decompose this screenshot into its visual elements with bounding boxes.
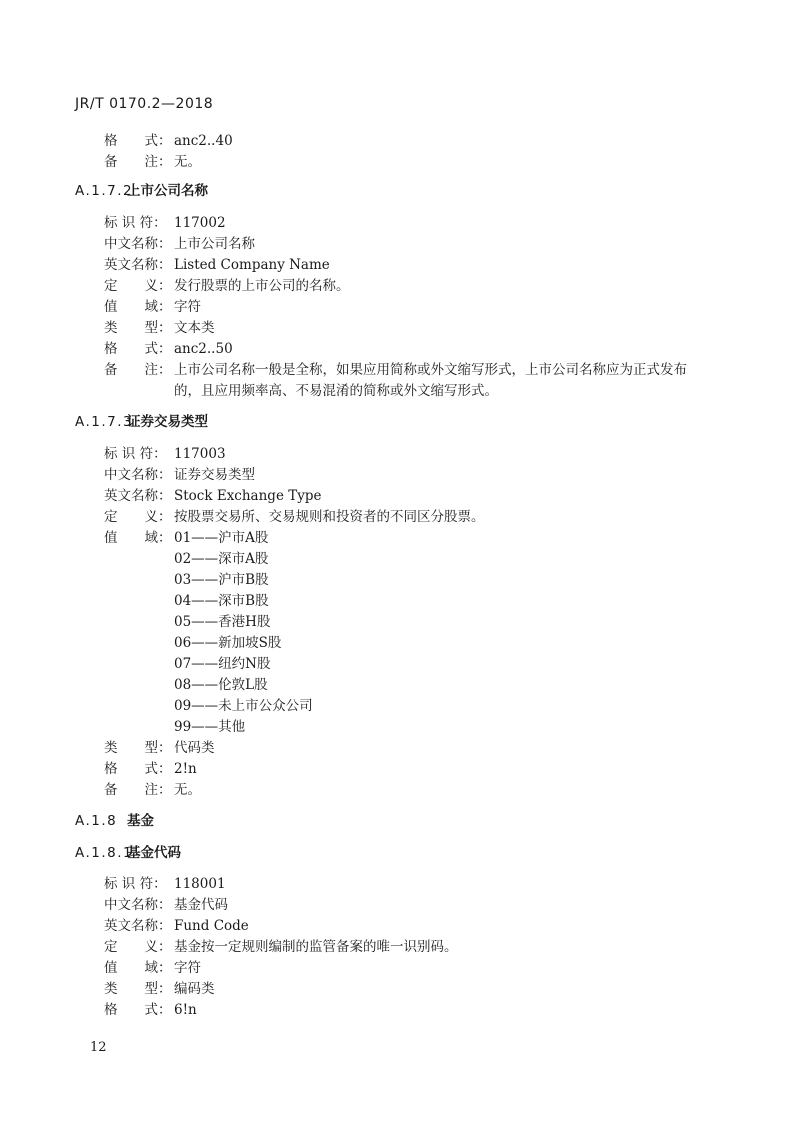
section-title: 证券交易类型: [127, 414, 208, 430]
field-key: 格 式：: [104, 1002, 172, 1018]
section-number: A.1.7.3: [75, 414, 134, 430]
field-value: 上市公司名称: [174, 236, 255, 252]
field-key: 格 式：: [104, 761, 172, 777]
section-title: 基金: [127, 813, 154, 829]
field-value: 117003: [174, 446, 226, 462]
field-value: 字符: [174, 299, 201, 315]
field-key: 类 型：: [104, 740, 172, 756]
field-key: 值 域：: [104, 960, 172, 976]
field-key: 值 域：: [104, 299, 172, 315]
section-heading-a173: [75, 412, 208, 432]
range-item: 06——新加坡S股: [174, 635, 282, 651]
field-key: 标 识 符：: [104, 876, 167, 892]
field-key: 英文名称：: [104, 257, 172, 273]
field-key: 备 注：: [104, 154, 172, 170]
range-item: 08——伦敦L股: [174, 677, 268, 693]
field-value: 发行股票的上市公司的名称。: [174, 278, 350, 294]
field-value: 按股票交易所、交易规则和投资者的不同区分股票。: [174, 509, 485, 525]
section-heading-a18: [75, 811, 154, 831]
field-key: 英文名称：: [104, 918, 172, 934]
field-key: 备 注：: [104, 782, 172, 798]
section-heading-a172: [75, 181, 208, 201]
field-value: 编码类: [174, 981, 215, 997]
field-value: 的，且应用频率高、不易混淆的简称或外文缩写形式。: [174, 383, 498, 399]
field-key: 定 义：: [104, 278, 172, 294]
page-number: 12: [90, 1040, 107, 1055]
field-key: 类 型：: [104, 981, 172, 997]
field-value: 无。: [174, 782, 201, 798]
field-key: 中文名称：: [104, 467, 172, 483]
section-title: 基金代码: [127, 845, 181, 861]
field-key: 标 识 符：: [104, 446, 167, 462]
field-value: 字符: [174, 960, 201, 976]
field-value: Stock Exchange Type: [174, 488, 322, 504]
section-title: 上市公司名称: [127, 183, 208, 199]
field-key: 标 识 符：: [104, 215, 167, 231]
range-item: 04——深市B股: [174, 593, 269, 609]
field-value: 2!n: [174, 761, 197, 777]
range-item: 01——沪市A股: [174, 530, 269, 546]
field-key: 格 式：: [104, 133, 172, 149]
field-value: anc2..40: [174, 133, 233, 149]
section-number: A.1.8: [75, 813, 118, 829]
section-number: A.1.7.2: [75, 183, 134, 199]
field-value: 基金代码: [174, 897, 228, 913]
field-key: 英文名称：: [104, 488, 172, 504]
field-key: 中文名称：: [104, 897, 172, 913]
document-code-header: JR/T 0170.2—2018: [75, 96, 214, 112]
field-key: 格 式：: [104, 341, 172, 357]
field-value: Listed Company Name: [174, 257, 330, 273]
field-value: 上市公司名称一般是全称，如果应用简称或外文缩写形式，上市公司名称应为正式发布: [174, 362, 687, 378]
field-value: 无。: [174, 154, 201, 170]
range-item: 02——深市A股: [174, 551, 269, 567]
field-value: Fund Code: [174, 918, 249, 934]
field-value: 6!n: [174, 1002, 197, 1018]
range-item: 09——未上市公众公司: [174, 698, 313, 714]
field-key: 值 域：: [104, 530, 172, 546]
field-key: 中文名称：: [104, 236, 172, 252]
field-key: 定 义：: [104, 939, 172, 955]
field-value: 证券交易类型: [174, 467, 255, 483]
field-key: 定 义：: [104, 509, 172, 525]
range-item: 99——其他: [174, 719, 246, 735]
field-value: 117002: [174, 215, 226, 231]
section-number: A.1.8.1: [75, 845, 134, 861]
section-heading-a181: [75, 843, 181, 863]
field-value: anc2..50: [174, 341, 233, 357]
field-value: 118001: [174, 876, 226, 892]
field-value: 基金按一定规则编制的监管备案的唯一识别码。: [174, 939, 458, 955]
field-key: 备 注：: [104, 362, 172, 378]
field-value: 代码类: [174, 740, 215, 756]
range-item: 03——沪市B股: [174, 572, 269, 588]
field-value: 文本类: [174, 320, 215, 336]
field-key: 类 型：: [104, 320, 172, 336]
range-item: 05——香港H股: [174, 614, 271, 630]
range-item: 07——纽约N股: [174, 656, 271, 672]
